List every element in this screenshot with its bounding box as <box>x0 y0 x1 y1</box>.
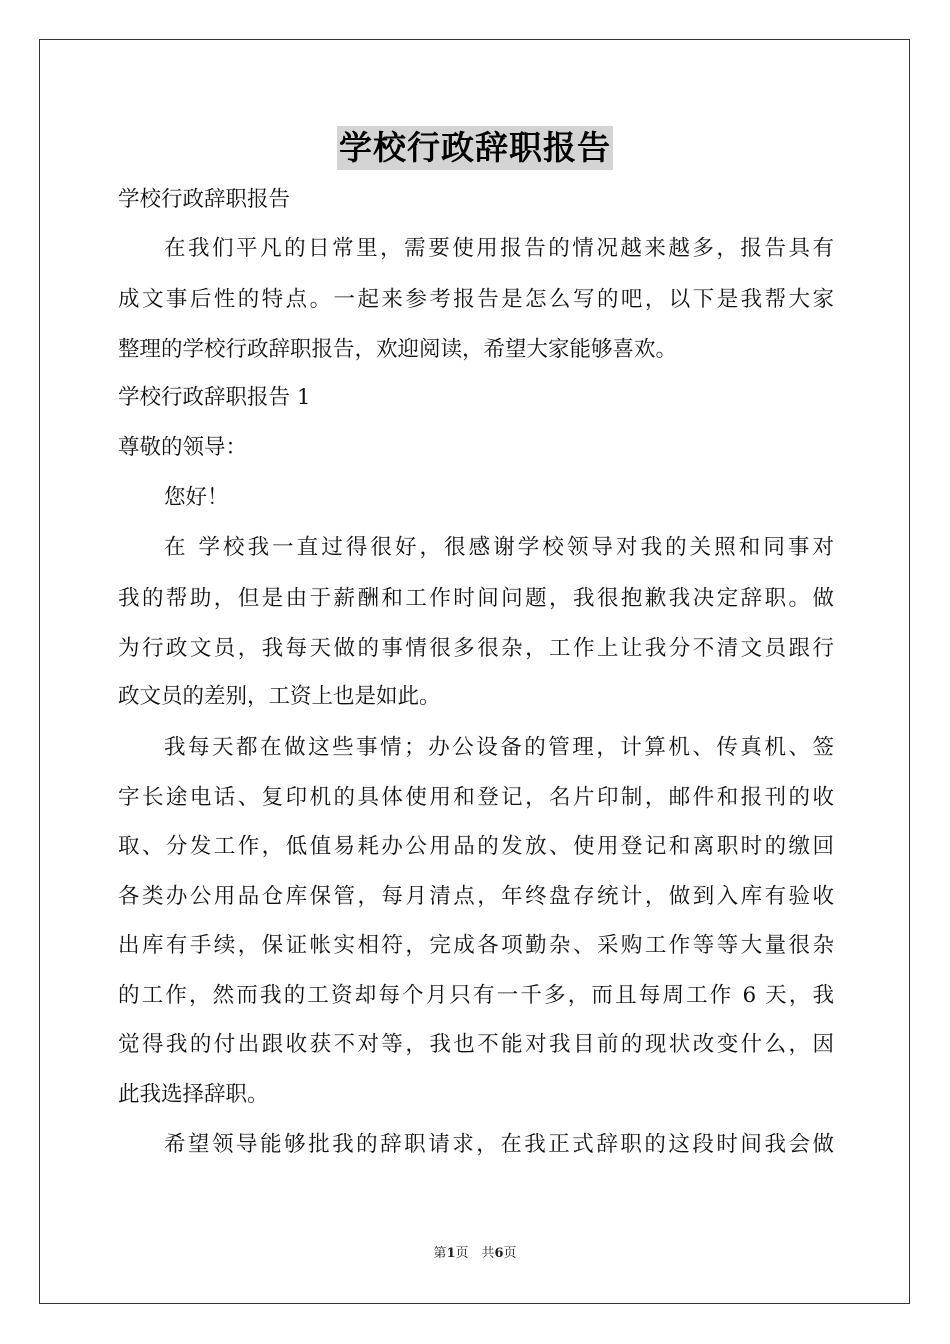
total-page-number: 6 <box>494 1246 504 1261</box>
paragraph-line: 出库有手续，保证帐实相符，完成各项勤杂、采购工作等等大量很杂 <box>118 933 834 958</box>
paragraph-line: 各类办公用品仓库保管，每月清点，年终盘存统计，做到入库有验收 <box>118 884 834 909</box>
salutation: 尊敬的领导： <box>118 435 248 460</box>
paragraph-line: 我每天都在做这些事情；办公设备的管理，计算机、传真机、签 <box>164 735 834 760</box>
footer-mid: 页 共 <box>455 1246 495 1261</box>
paragraph-line: 希望领导能够批我的辞职请求，在我正式辞职的这段时间我会做 <box>164 1132 834 1157</box>
paragraph-line: 成文事后性的特点。一起来参考报告是怎么写的吧，以下是我帮大家 <box>118 287 834 312</box>
paragraph-line: 在 学校我一直过得很好，很感谢学校领导对我的关照和同事对 <box>164 535 834 560</box>
paragraph-line: 在我们平凡的日常里，需要使用报告的情况越来越多，报告具有 <box>164 236 834 261</box>
paragraph-line: 字长途电话、复印机的具体使用和登记，名片印制，邮件和报刊的收 <box>118 785 834 810</box>
paragraph-line: 取、分发工作，低值易耗办公用品的发放、使用登记和离职时的缴回 <box>118 834 834 859</box>
current-page-number: 1 <box>446 1246 456 1261</box>
paragraph-line: 此我选择辞职。 <box>118 1082 269 1107</box>
title-container <box>0 126 950 170</box>
paragraph-line: 觉得我的付出跟收获不对等，我也不能对我目前的现状改变什么，因 <box>118 1032 834 1057</box>
paragraph-line: 的工作，然而我的工资却每个月只有一千多，而且每周工作 6 天，我 <box>118 983 834 1008</box>
paragraph-line: 整理的学校行政辞职报告，欢迎阅读，希望大家能够喜欢。 <box>118 337 678 362</box>
paragraph-line: 为行政文员，我每天做的事情很多很杂，工作上让我分不清文员跟行 <box>118 636 834 661</box>
document-title: 学校行政辞职报告 <box>337 126 613 170</box>
page-border <box>39 39 910 1304</box>
greeting: 您好！ <box>164 485 229 510</box>
paragraph-line: 我的帮助，但是由于薪酬和工作时间问题，我很抱歉我决定辞职。做 <box>118 586 834 611</box>
subtitle-line: 学校行政辞职报告 <box>118 187 291 212</box>
footer-prefix: 第 <box>433 1246 447 1261</box>
page-footer <box>0 1245 950 1263</box>
paragraph-line: 政文员的差别，工资上也是如此。 <box>118 684 441 709</box>
section-heading: 学校行政辞职报告 1 <box>118 385 311 410</box>
footer-suffix: 页 <box>503 1246 517 1261</box>
